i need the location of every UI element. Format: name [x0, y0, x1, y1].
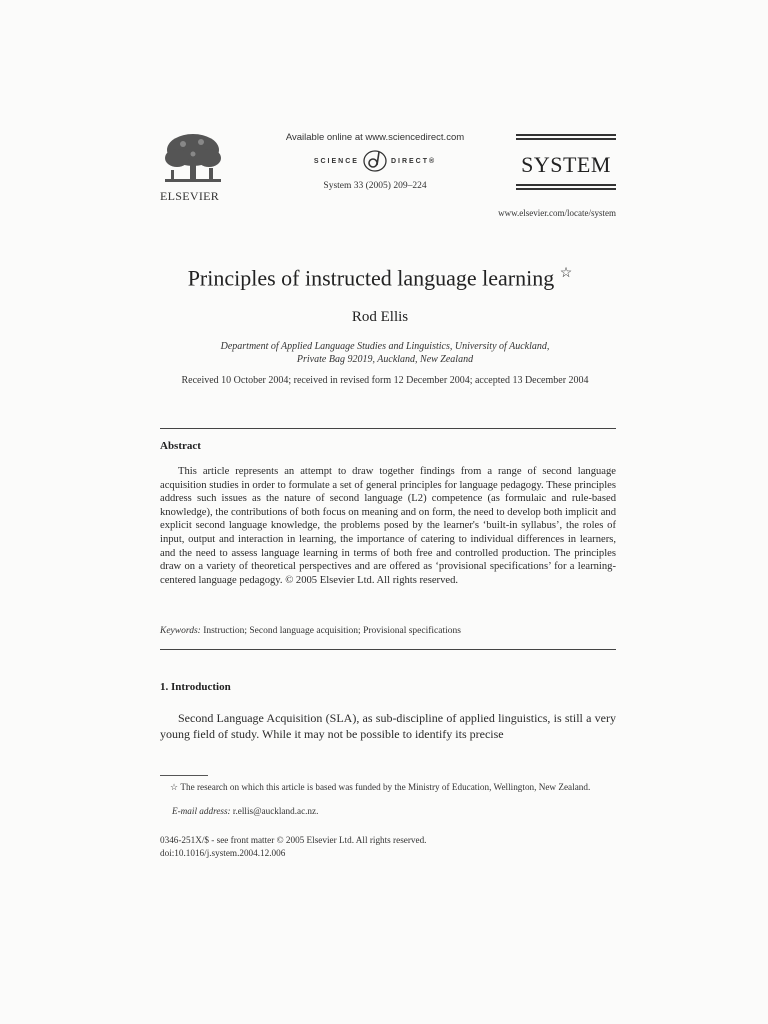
- elsevier-tree-icon: [163, 132, 223, 188]
- elsevier-logo: [160, 132, 230, 204]
- abstract-text: This article represents an attempt to draw together findings from a range of second language acquisition studies in order to formulate a set of general principles for language pedagogy. These principles address such issues as the nature of second language (L2) competence (as formulaic and rule-based knowledge), the contributions of both focus on meaning and on form, the need to develop both implicit and explicit second language knowledge, the problems posed by the learner's ‘built-in syllabus’, the roles of input, output and interaction in learning, the importance of catering to individual differences in learners, and the need to assess language learning in terms of both free and controlled production. The principles draw on a variety of theoretical perspectives and are offered as ‘provisional specifications’ for a learning-centered language pedagogy.: [160, 466, 616, 586]
- journal-name: SYSTEM: [521, 152, 611, 177]
- journal-url[interactable]: www.elsevier.com/locate/system: [498, 208, 616, 218]
- article-title-text: Principles of instructed language learning: [187, 265, 555, 291]
- masthead-rule-top: [516, 134, 616, 136]
- keywords: [160, 626, 616, 636]
- abstract-divider-bottom: [160, 649, 616, 650]
- keywords-label: Keywords:: [160, 626, 201, 636]
- footnote-funding-text: The research on which this article is based was funded by the Ministry of Education, Wellington, New Zealand.: [180, 782, 591, 792]
- abstract-body: [160, 465, 616, 587]
- footnote-rule: [160, 775, 208, 776]
- sciencedirect-logo: [255, 149, 495, 173]
- volume-info: System 33 (2005) 209–224: [323, 181, 427, 191]
- email-address[interactable]: r.ellis@auckland.ac.nz.: [232, 806, 319, 816]
- keywords-values: Instruction; Second language acquisition; Provisional specifications: [203, 626, 461, 636]
- available-online-text: Available online at www.sciencedirect.com: [285, 132, 465, 143]
- sciencedirect-right-text: DIRECT®: [390, 157, 437, 165]
- author-name: Rod Ellis: [351, 309, 409, 325]
- footnote-star-icon: ☆: [170, 782, 179, 792]
- issn-doi-block: [160, 834, 616, 859]
- masthead-rule-bottom-2: [516, 188, 616, 190]
- header-center: [255, 132, 495, 191]
- footnote-email: [172, 806, 318, 816]
- email-label: E-mail address:: [172, 806, 231, 816]
- publisher-name: ELSEVIER: [160, 189, 220, 203]
- introduction-text: Second Language Acquisition (SLA), as sub-discipline of applied linguistics, is still a very young field of study. While it may not be possible to identify its precise: [160, 711, 616, 741]
- abstract-copyright: © 2005 Elsevier Ltd. All rights reserved.: [285, 574, 459, 586]
- title-footnote-star-icon[interactable]: ☆: [559, 266, 573, 281]
- abstract-heading: Abstract: [160, 440, 201, 452]
- masthead-rule-top-2: [516, 138, 616, 140]
- section-heading-introduction: 1. Introduction: [160, 681, 231, 693]
- footnote-funding: [160, 781, 616, 794]
- sciencedirect-left-text: SCIENCE: [313, 157, 359, 165]
- journal-masthead: [516, 132, 616, 192]
- sciencedirect-d-icon: [362, 149, 388, 173]
- doi-line[interactable]: doi:10.1016/j.system.2004.12.006: [160, 847, 286, 858]
- issn-line: 0346-251X/$ - see front matter © 2005 Elsevier Ltd. All rights reserved.: [160, 835, 427, 845]
- abstract-divider-top: [160, 428, 616, 429]
- article-title: [100, 265, 660, 291]
- masthead-rule-bottom: [516, 184, 616, 186]
- author-affiliation: [160, 340, 610, 366]
- affiliation-line-2: Private Bag 92019, Auckland, New Zealand: [296, 354, 474, 365]
- received-dates: Received 10 October 2004; received in revised form 12 December 2004; accepted 13 December 2004: [181, 375, 589, 386]
- affiliation-line-1: Department of Applied Language Studies and Linguistics, University of Auckland,: [220, 341, 550, 352]
